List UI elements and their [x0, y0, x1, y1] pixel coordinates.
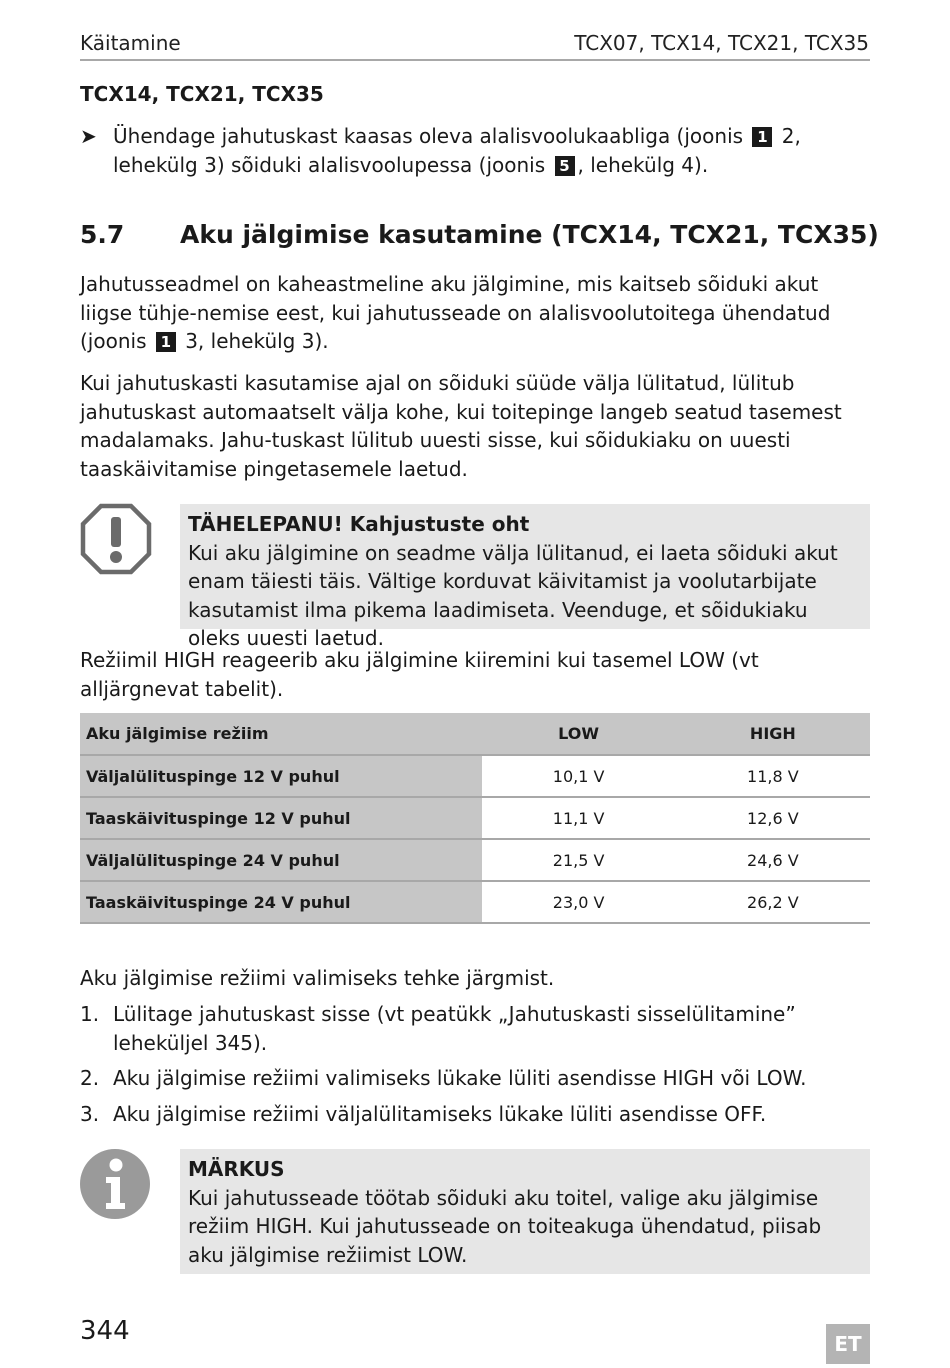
note-body: Kui jahutusseade töötab sõiduki aku toitel, valige aku jälgimise režiim HIGH. Kui jahutusseade on toiteakuga ühendatud, piisab aku jälgimise režiimist LOW.: [188, 1185, 822, 1267]
step-number: 3.: [80, 1101, 100, 1126]
info-icon: [79, 1148, 151, 1220]
running-header-section: Käitamine: [80, 31, 181, 55]
paragraph-text-b: 3, lehekülg 3).: [185, 329, 329, 353]
paragraph-mode-intro: Režiimil HIGH reageerib aku jälgimine kiiremini kui tasemel LOW (vt alljärgnevat tabelit).: [80, 648, 759, 701]
table-cell: 26,2 V: [747, 892, 799, 912]
table-cell: 10,1 V: [552, 766, 605, 786]
caution-box: [180, 504, 870, 650]
table-header-row: [80, 713, 870, 755]
instruction-text-a: Ühendage jahutuskast kaasas oleva alalisvoolukaabliga (joonis: [113, 124, 744, 148]
caution-title: TÄHELEPANU! Kahjustuste oht: [188, 512, 530, 536]
section-heading: [80, 220, 879, 249]
table-cell: 12,6 V: [747, 808, 799, 828]
step-text: Aku jälgimise režiimi valimiseks lükake lüliti asendisse HIGH või LOW.: [113, 1066, 807, 1090]
language-tab: ET: [826, 1324, 870, 1364]
caution-body: Kui aku jälgimine on seadme välja lülitanud, ei laeta sõiduki akut enam täiesti täis. Vältige korduvat käivitamist ja voolutarbijate kasutamist ilma pikema laadimiseta. Veenduge, et sõidukiaku oleks uuesti laetud.: [188, 540, 838, 650]
section-title: Aku jälgimise kasutamine (TCX14, TCX21, TCX35): [180, 220, 879, 249]
warning-octagon-icon: [80, 503, 152, 575]
paragraph-text-a: Jahutusseadmel on kaheastmeline aku jälgimine, mis kaitseb sõiduki akut liigse tühje-nemise eest, kui jahutusseade on alalisvoolutoitega ühendatud (joonis: [80, 272, 831, 353]
page-number: 344: [80, 1316, 130, 1346]
figure-ref-badge: 1: [156, 332, 176, 352]
table-row-label: Taaskäivituspinge 12 V puhul: [80, 797, 482, 839]
step-text: Lülitage jahutuskast sisse (vt peatükk „Jahutuskasti sisselülitamine” leheküljel 345).: [113, 1002, 796, 1055]
table-row: [80, 881, 870, 923]
figure-ref-badge: 1: [752, 127, 772, 147]
table-row: [80, 839, 870, 881]
table-cell: 23,0 V: [552, 892, 605, 912]
instruction-text-c: , lehekülg 4).: [577, 152, 709, 177]
instruction: [80, 122, 870, 179]
table-cell: 21,5 V: [552, 850, 605, 870]
step-text: Aku jälgimise režiimi väljalülitamiseks lükake lüliti asendisse OFF.: [113, 1101, 767, 1126]
table-row: [80, 797, 870, 839]
table-row-label: Väljalülituspinge 24 V puhul: [80, 839, 482, 881]
subheading: TCX14, TCX21, TCX35: [80, 82, 324, 106]
list-item: [80, 1000, 870, 1057]
paragraph-battery-monitor: [80, 270, 870, 356]
step-number: 1.: [80, 1002, 100, 1026]
paragraph-auto-shutoff: Kui jahutuskasti kasutamise ajal on sõiduki süüde välja lülitatud, lülitub jahutuskast automaatselt välja kohe, kui toitepinge langeb seatud tasemest madalamaks. Jahu-tuskast lülitub uuesti sisse, kui sõidukiaku on uuesti taaskäivitamise pingetasemele laetud.: [80, 371, 842, 481]
list-item: [80, 1100, 870, 1129]
table-cell: 11,1 V: [552, 808, 605, 828]
table-header-cell: Aku jälgimise režiim: [80, 713, 482, 755]
steps-list: [80, 1000, 870, 1135]
header-rule: [80, 59, 870, 61]
table-row-label: Taaskäivituspinge 24 V puhul: [80, 881, 482, 923]
instruction-text-b: 2, lehekülg 3) sõiduki alalisvoolupessa (joonis: [113, 124, 801, 177]
note-box: [180, 1149, 870, 1274]
figure-ref-badge: 5: [555, 156, 575, 176]
step-number: 2.: [80, 1066, 100, 1090]
list-item: [80, 1064, 870, 1093]
table-row: [80, 755, 870, 797]
arrow-bullet-icon: ➤: [80, 124, 97, 148]
table-header-cell: HIGH: [676, 713, 870, 755]
paragraph-steps-intro: Aku jälgimise režiimi valimiseks tehke järgmist.: [80, 966, 555, 990]
table-row-label: Väljalülituspinge 12 V puhul: [80, 755, 482, 797]
table-header-cell: LOW: [482, 713, 676, 755]
note-title: MÄRKUS: [188, 1157, 285, 1181]
table-cell: 24,6 V: [747, 850, 799, 870]
running-header-models: TCX07, TCX14, TCX21, TCX35: [574, 31, 869, 55]
battery-monitor-table: [80, 713, 870, 924]
section-number: 5.7: [80, 220, 125, 249]
table-cell: 11,8 V: [747, 766, 799, 786]
